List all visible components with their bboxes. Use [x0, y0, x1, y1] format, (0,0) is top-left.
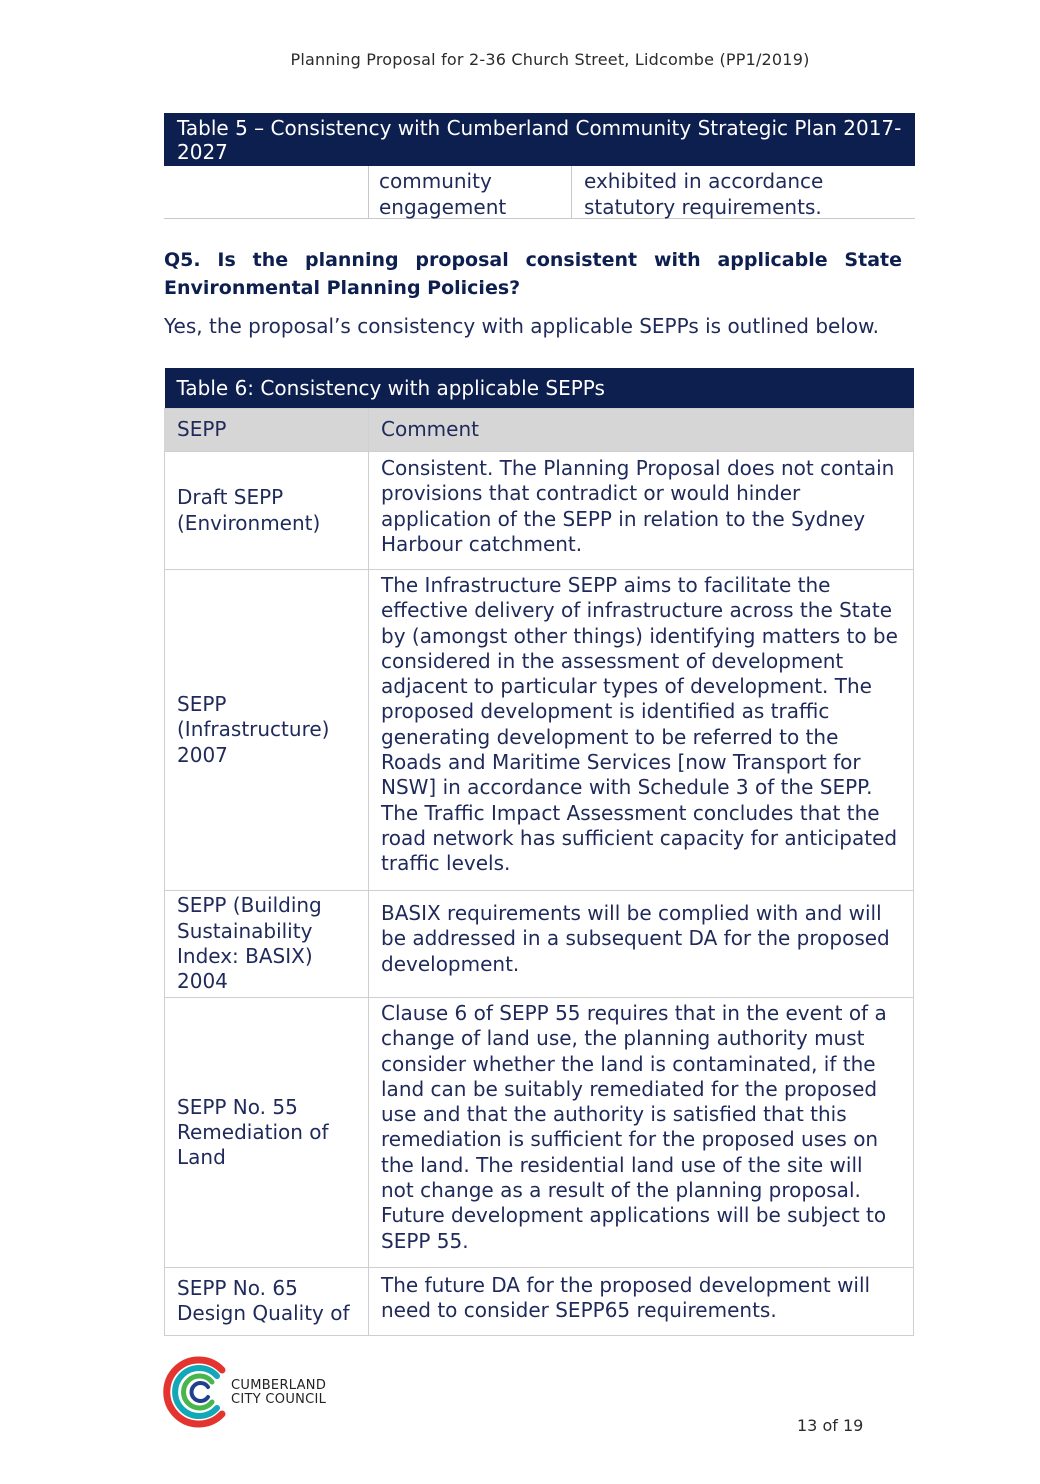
table-6-title: Table 6: Consistency with applicable SEPPs: [165, 368, 914, 409]
column-header-comment: Comment: [369, 409, 914, 452]
comment-cell: The Infrastructure SEPP aims to facilitate the effective delivery of infrastructure across the State by (amongst other things) identifying matters to be considered in the assessment of development adjacent to particular types of development. The proposed development is identified as traffic generating development to be referred to the Roads and Maritime Services [now Transport for NSW] in accordance with Schedule 3 of the SEPP. The Traffic Impact Assessment concludes that the road network has sufficient capacity for anticipated traffic levels.: [369, 570, 914, 891]
sepp-cell: SEPP No. 55 Remediation of Land: [165, 998, 369, 1268]
table-5: [164, 113, 915, 219]
table-cell: community engagement: [379, 169, 507, 219]
table-row: [165, 452, 914, 570]
sepp-cell: Draft SEPP (Environment): [165, 452, 369, 570]
table-row: [165, 570, 914, 891]
table-row: [165, 891, 914, 998]
table-cell: exhibited in accordance statutory requirements.: [584, 169, 824, 219]
answer-paragraph: Yes, the proposal’s consistency with applicable SEPPs is outlined below.: [164, 314, 880, 338]
table-6: [164, 368, 914, 1336]
table-row: [165, 998, 914, 1268]
page-number: 13 of 19: [797, 1416, 864, 1435]
sepp-cell: SEPP (Infrastructure) 2007: [165, 570, 369, 891]
question-heading: Q5. Is the planning proposal consistent with applicable State Environmental Planning Policies?: [164, 249, 902, 299]
comment-cell: The future DA for the proposed development will need to consider SEPP65 requirements.: [369, 1268, 914, 1336]
sepp-cell: SEPP No. 65 Design Quality of: [165, 1268, 369, 1336]
column-divider: [368, 166, 369, 218]
council-name-line2: CITY COUNCIL: [231, 1392, 327, 1407]
table-5-title: Table 5 – Consistency with Cumberland Community Strategic Plan 2017-2027: [164, 113, 915, 166]
table-row: [165, 1268, 914, 1336]
sepp-cell: SEPP (Building Sustainability Index: BASIX) 2004: [165, 891, 369, 998]
table-row: [164, 166, 915, 219]
comment-cell: Consistent. The Planning Proposal does not contain provisions that contradict or would hinder application of the SEPP in relation to the Sydney Harbour catchment.: [369, 452, 914, 570]
column-header-sepp: SEPP: [165, 409, 369, 452]
comment-cell: BASIX requirements will be complied with and will be addressed in a subsequent DA for the proposed development.: [369, 891, 914, 998]
council-name-line1: CUMBERLAND: [231, 1378, 327, 1393]
comment-cell: Clause 6 of SEPP 55 requires that in the event of a change of land use, the planning authority must consider whether the land is contaminated, if the land can be suitably remediated for the proposed use and that the authority is satisfied that this remediation is sufficient for the proposed uses on the land. The residential land use of the site will not change as a result of the planning proposal. Future development applications will be subject to SEPP 55.: [369, 998, 914, 1268]
council-name: [231, 1379, 326, 1407]
page-header: Planning Proposal for 2-36 Church Street, Lidcombe (PP1/2019): [290, 50, 810, 69]
cumberland-logo-icon: [162, 1354, 234, 1430]
column-divider: [571, 166, 572, 218]
